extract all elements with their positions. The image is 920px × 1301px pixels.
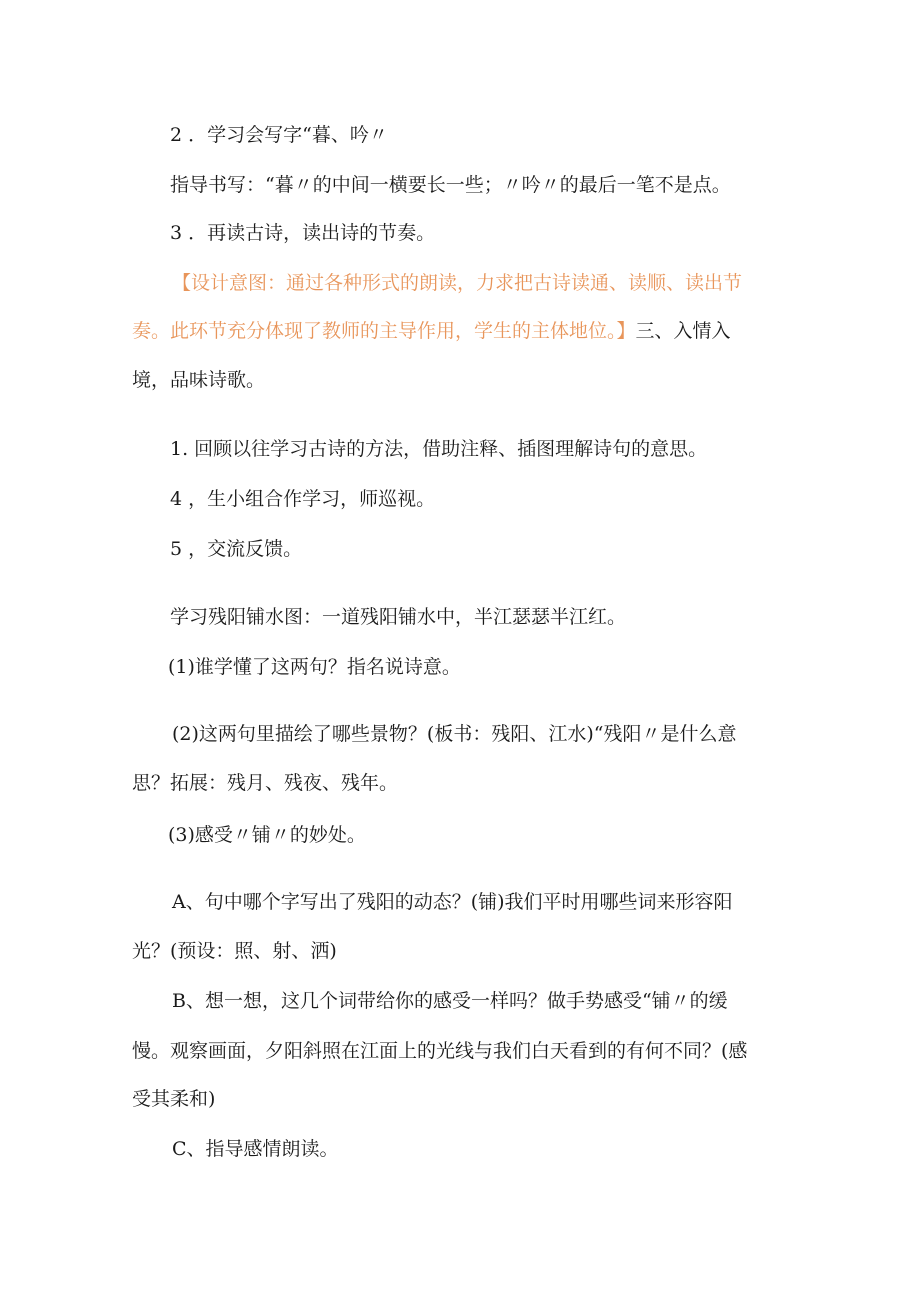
design-intent-line-2 — [132, 319, 731, 343]
question-2-line-1: (2)这两句里描绘了哪些景物？(板书：残阳、江水)“残阳〃是什么意 — [172, 723, 737, 745]
item-3-heading: 3 ．再读古诗，读出诗的节奏。 — [170, 222, 436, 244]
part-a-line-1: A、句中哪个字写出了残阳的动态？(铺)我们平时用哪些词来形容阳 — [172, 891, 733, 913]
item-2-heading: 2 ．学习会写字“暮、吟〃 — [170, 124, 388, 146]
study-poem-line: 学习残阳铺水图：一道残阳铺水中，半江瑟瑟半江红。 — [170, 606, 627, 628]
question-2-line-2: 思？拓展：残月、残夜、残年。 — [132, 772, 399, 794]
question-3: (3)感受〃铺〃的妙处。 — [168, 824, 366, 846]
part-b-line-1: B、想一想，这几个词带给你的感受一样吗？做手势感受“铺〃的缓 — [172, 990, 728, 1012]
step-1: 1. 回顾以往学习古诗的方法，借助注释、插图理解诗句的意思。 — [170, 438, 708, 460]
section-3-heading: 三、入情入 — [635, 320, 731, 342]
step-5: 5 ，交流反馈。 — [170, 538, 303, 560]
part-b-line-2: 慢。观察画面，夕阳斜照在江面上的光线与我们白天看到的有何不同？(感 — [132, 1040, 748, 1062]
design-intent-line-1: 【设计意图：通过各种形式的朗读，力求把古诗读通、读顺、读出节 — [172, 272, 743, 294]
design-intent-text: 奏。此环节充分体现了教师的主导作用，学生的主体地位。】 — [132, 320, 636, 342]
part-b-line-3: 受其柔和) — [132, 1088, 216, 1110]
question-1: (1)谁学懂了这两句？指名说诗意。 — [168, 656, 461, 678]
section-3-heading-cont: 境，品味诗歌。 — [132, 369, 266, 391]
writing-guidance: 指导书写：“暮〃的中间一横要长一些；〃吟〃的最后一笔不是点。 — [170, 174, 731, 196]
part-a-line-2: 光？(预设：照、射、洒) — [132, 940, 337, 962]
step-4: 4 ，生小组合作学习，师巡视。 — [170, 488, 436, 510]
part-c: C、指导感情朗读。 — [172, 1138, 339, 1160]
